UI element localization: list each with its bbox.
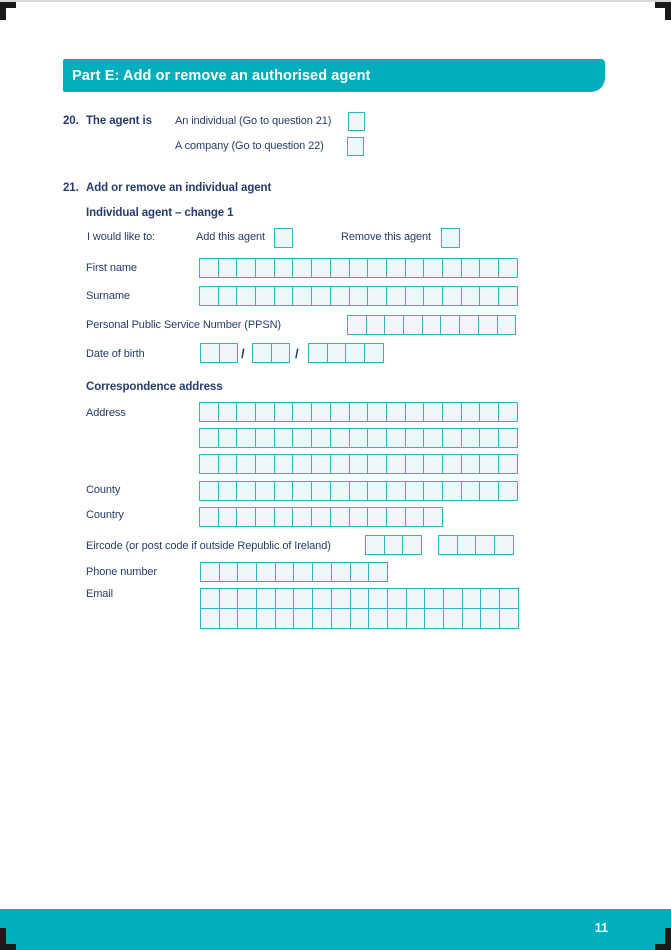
character-box[interactable] — [256, 608, 276, 629]
character-box[interactable] — [292, 428, 312, 448]
character-box[interactable] — [386, 507, 406, 527]
address-line2-grid[interactable] — [199, 428, 518, 448]
dob-separator-2: / — [295, 346, 299, 361]
character-box[interactable] — [274, 481, 294, 501]
phone-input-grid[interactable] — [200, 562, 388, 582]
character-box[interactable] — [200, 588, 220, 609]
surname-label: Surname — [86, 290, 130, 302]
character-box[interactable] — [368, 562, 388, 582]
character-box[interactable] — [366, 315, 386, 335]
character-box[interactable] — [218, 402, 238, 422]
character-box[interactable] — [462, 608, 482, 629]
character-box[interactable] — [442, 402, 462, 422]
character-box[interactable] — [199, 428, 219, 448]
character-box[interactable] — [236, 428, 256, 448]
character-box[interactable] — [236, 402, 256, 422]
character-box[interactable] — [440, 315, 460, 335]
address-line3-grid[interactable] — [199, 454, 518, 474]
character-box[interactable] — [367, 286, 387, 306]
character-box[interactable] — [293, 608, 313, 629]
character-box[interactable] — [423, 507, 443, 527]
character-box[interactable] — [219, 562, 239, 582]
character-box[interactable] — [219, 588, 239, 609]
character-box[interactable] — [402, 535, 422, 555]
character-box[interactable] — [218, 286, 238, 306]
page-top-edge — [0, 0, 671, 2]
character-box[interactable] — [405, 286, 425, 306]
character-box[interactable] — [349, 481, 369, 501]
character-box[interactable] — [199, 481, 219, 501]
character-box[interactable] — [443, 608, 463, 629]
character-box[interactable] — [349, 454, 369, 474]
crop-mark-bottom-left — [0, 944, 16, 950]
ppsn-input-grid[interactable] — [347, 315, 516, 335]
character-box[interactable] — [236, 481, 256, 501]
character-box[interactable] — [498, 481, 518, 501]
q21-title: Add or remove an individual agent — [86, 182, 272, 194]
character-box[interactable] — [349, 258, 369, 278]
character-box[interactable] — [386, 428, 406, 448]
add-agent-checkbox[interactable] — [274, 228, 293, 248]
character-box[interactable] — [442, 286, 462, 306]
address-label: Address — [86, 407, 126, 419]
add-agent-label: Add this agent — [196, 231, 265, 243]
q21-number: 21. — [63, 182, 79, 194]
character-box[interactable] — [330, 454, 350, 474]
character-box[interactable] — [480, 588, 500, 609]
character-box[interactable] — [368, 608, 388, 629]
character-box[interactable] — [199, 258, 219, 278]
character-box[interactable] — [330, 286, 350, 306]
email-line2-grid[interactable] — [200, 608, 519, 629]
section-banner — [63, 59, 605, 92]
county-label: County — [86, 484, 121, 496]
character-box[interactable] — [405, 507, 425, 527]
character-box[interactable] — [219, 608, 239, 629]
character-box[interactable] — [311, 428, 331, 448]
character-box[interactable] — [475, 535, 495, 555]
crop-mark-top-left-vert — [0, 2, 6, 20]
character-box[interactable] — [199, 507, 219, 527]
character-box[interactable] — [274, 258, 294, 278]
character-box[interactable] — [461, 258, 481, 278]
character-box[interactable] — [255, 286, 275, 306]
character-box[interactable] — [405, 481, 425, 501]
character-box[interactable] — [312, 608, 332, 629]
character-box[interactable] — [200, 562, 220, 582]
character-box[interactable] — [330, 428, 350, 448]
remove-agent-label: Remove this agent — [341, 231, 432, 243]
character-box[interactable] — [387, 608, 407, 629]
dob-year-grid[interactable] — [308, 343, 384, 363]
q21-subtitle: Individual agent – change 1 — [86, 207, 234, 219]
character-box[interactable] — [443, 588, 463, 609]
character-box[interactable] — [367, 454, 387, 474]
character-box[interactable] — [367, 481, 387, 501]
character-box[interactable] — [255, 454, 275, 474]
character-box[interactable] — [461, 402, 481, 422]
character-box[interactable] — [274, 454, 294, 474]
character-box[interactable] — [255, 428, 275, 448]
crop-mark-top-right-vert — [665, 2, 671, 20]
character-box[interactable] — [386, 402, 406, 422]
character-box[interactable] — [331, 608, 351, 629]
character-box[interactable] — [255, 481, 275, 501]
character-box[interactable] — [479, 286, 499, 306]
character-box[interactable] — [384, 535, 404, 555]
character-box[interactable] — [292, 481, 312, 501]
character-box[interactable] — [350, 562, 370, 582]
character-box[interactable] — [405, 402, 425, 422]
character-box[interactable] — [461, 286, 481, 306]
footer-bar — [0, 909, 671, 950]
character-box[interactable] — [364, 343, 384, 363]
character-box[interactable] — [424, 588, 444, 609]
character-box[interactable] — [345, 343, 365, 363]
dob-month-grid[interactable] — [252, 343, 290, 363]
ppsn-label: Personal Public Service Number (PPSN) — [86, 319, 281, 331]
character-box[interactable] — [423, 481, 443, 501]
character-box[interactable] — [461, 428, 481, 448]
character-box[interactable] — [236, 454, 256, 474]
character-box[interactable] — [271, 343, 291, 363]
character-box[interactable] — [349, 428, 369, 448]
q20-number: 20. — [63, 115, 79, 127]
character-box[interactable] — [459, 315, 479, 335]
character-box[interactable] — [479, 428, 499, 448]
q20-option-individual-label: An individual (Go to question 21) — [175, 115, 332, 127]
character-box[interactable] — [442, 258, 462, 278]
character-box[interactable] — [423, 454, 443, 474]
character-box[interactable] — [255, 258, 275, 278]
character-box[interactable] — [292, 286, 312, 306]
character-box[interactable] — [311, 286, 331, 306]
character-box[interactable] — [479, 402, 499, 422]
dob-label: Date of birth — [86, 348, 145, 360]
character-box[interactable] — [365, 535, 385, 555]
character-box[interactable] — [423, 402, 443, 422]
character-box[interactable] — [237, 562, 257, 582]
character-box[interactable] — [497, 315, 517, 335]
character-box[interactable] — [462, 588, 482, 609]
character-box[interactable] — [442, 481, 462, 501]
character-box[interactable] — [274, 507, 294, 527]
character-box[interactable] — [200, 343, 220, 363]
character-box[interactable] — [274, 428, 294, 448]
character-box[interactable] — [311, 258, 331, 278]
character-box[interactable] — [424, 608, 444, 629]
character-box[interactable] — [219, 343, 239, 363]
character-box[interactable] — [498, 402, 518, 422]
character-box[interactable] — [498, 428, 518, 448]
character-box[interactable] — [368, 588, 388, 609]
character-box[interactable] — [199, 402, 219, 422]
country-input-grid[interactable] — [199, 507, 443, 527]
character-box[interactable] — [274, 402, 294, 422]
character-box[interactable] — [349, 402, 369, 422]
character-box[interactable] — [349, 286, 369, 306]
character-box[interactable] — [237, 588, 257, 609]
character-box[interactable] — [367, 428, 387, 448]
character-box[interactable] — [293, 588, 313, 609]
character-box[interactable] — [367, 402, 387, 422]
character-box[interactable] — [479, 481, 499, 501]
character-box[interactable] — [256, 588, 276, 609]
character-box[interactable] — [423, 258, 443, 278]
character-box[interactable] — [330, 507, 350, 527]
surname-input-grid[interactable] — [199, 286, 518, 306]
character-box[interactable] — [274, 286, 294, 306]
q20-label: The agent is — [86, 115, 152, 127]
character-box[interactable] — [478, 315, 498, 335]
character-box[interactable] — [498, 258, 518, 278]
character-box[interactable] — [494, 535, 514, 555]
character-box[interactable] — [387, 588, 407, 609]
character-box[interactable] — [442, 454, 462, 474]
character-box[interactable] — [236, 286, 256, 306]
county-input-grid[interactable] — [199, 481, 518, 501]
character-box[interactable] — [331, 588, 351, 609]
character-box[interactable] — [218, 454, 238, 474]
character-box[interactable] — [292, 402, 312, 422]
character-box[interactable] — [218, 258, 238, 278]
character-box[interactable] — [331, 562, 351, 582]
character-box[interactable] — [479, 258, 499, 278]
character-box[interactable] — [275, 562, 295, 582]
eircode-group2-grid[interactable] — [438, 535, 514, 555]
correspondence-address-heading: Correspondence address — [86, 381, 223, 393]
character-box[interactable] — [349, 507, 369, 527]
character-box[interactable] — [252, 343, 272, 363]
intent-label: I would like to: — [87, 231, 156, 243]
character-box[interactable] — [275, 608, 295, 629]
character-box[interactable] — [293, 562, 313, 582]
character-box[interactable] — [422, 315, 442, 335]
character-box[interactable] — [311, 454, 331, 474]
character-box[interactable] — [423, 428, 443, 448]
character-box[interactable] — [498, 454, 518, 474]
character-box[interactable] — [330, 258, 350, 278]
character-box[interactable] — [311, 402, 331, 422]
character-box[interactable] — [330, 402, 350, 422]
character-box[interactable] — [405, 454, 425, 474]
character-box[interactable] — [236, 507, 256, 527]
remove-agent-checkbox[interactable] — [441, 228, 460, 248]
character-box[interactable] — [438, 535, 458, 555]
character-box[interactable] — [499, 588, 519, 609]
country-label: Country — [86, 509, 124, 521]
eircode-group1-grid[interactable] — [365, 535, 422, 555]
character-box[interactable] — [442, 428, 462, 448]
character-box[interactable] — [311, 507, 331, 527]
character-box[interactable] — [405, 428, 425, 448]
character-box[interactable] — [292, 454, 312, 474]
character-box[interactable] — [386, 258, 406, 278]
character-box[interactable] — [367, 507, 387, 527]
character-box[interactable] — [406, 588, 426, 609]
character-box[interactable] — [480, 608, 500, 629]
character-box[interactable] — [275, 588, 295, 609]
character-box[interactable] — [461, 481, 481, 501]
character-box[interactable] — [236, 258, 256, 278]
character-box[interactable] — [406, 608, 426, 629]
page-number: 11 — [594, 921, 608, 935]
dob-separator-1: / — [241, 346, 245, 361]
character-box[interactable] — [347, 315, 367, 335]
character-box[interactable] — [199, 454, 219, 474]
character-box[interactable] — [256, 562, 276, 582]
dob-day-grid[interactable] — [200, 343, 238, 363]
character-box[interactable] — [292, 507, 312, 527]
email-line1-grid[interactable] — [200, 588, 519, 609]
company-checkbox[interactable] — [347, 137, 364, 156]
q20-option-company-label: A company (Go to question 22) — [175, 140, 324, 152]
crop-mark-bottom-right — [655, 944, 671, 950]
character-box[interactable] — [218, 481, 238, 501]
character-box[interactable] — [312, 588, 332, 609]
character-box[interactable] — [499, 608, 519, 629]
address-line1-grid[interactable] — [199, 402, 518, 422]
character-box[interactable] — [199, 286, 219, 306]
character-box[interactable] — [461, 454, 481, 474]
character-box[interactable] — [350, 608, 370, 629]
character-box[interactable] — [200, 608, 220, 629]
character-box[interactable] — [218, 428, 238, 448]
character-box[interactable] — [255, 507, 275, 527]
character-box[interactable] — [308, 343, 328, 363]
character-box[interactable] — [330, 481, 350, 501]
character-box[interactable] — [386, 481, 406, 501]
character-box[interactable] — [292, 258, 312, 278]
character-box[interactable] — [384, 315, 404, 335]
character-box[interactable] — [350, 588, 370, 609]
email-label: Email — [86, 588, 114, 600]
character-box[interactable] — [479, 454, 499, 474]
character-box[interactable] — [367, 258, 387, 278]
first-name-label: First name — [86, 262, 137, 274]
first-name-input-grid[interactable] — [199, 258, 518, 278]
character-box[interactable] — [311, 481, 331, 501]
character-box[interactable] — [237, 608, 257, 629]
character-box[interactable] — [327, 343, 347, 363]
phone-number-label: Phone number — [86, 566, 157, 578]
section-title: Part E: Add or remove an authorised agent — [72, 67, 371, 84]
character-box[interactable] — [312, 562, 332, 582]
character-box[interactable] — [423, 286, 443, 306]
character-box[interactable] — [386, 286, 406, 306]
character-box[interactable] — [498, 286, 518, 306]
character-box[interactable] — [386, 454, 406, 474]
character-box[interactable] — [457, 535, 477, 555]
individual-checkbox[interactable] — [348, 112, 365, 131]
character-box[interactable] — [405, 258, 425, 278]
eircode-label: Eircode (or post code if outside Republic of Ireland) — [86, 540, 331, 552]
character-box[interactable] — [218, 507, 238, 527]
character-box[interactable] — [403, 315, 423, 335]
character-box[interactable] — [255, 402, 275, 422]
